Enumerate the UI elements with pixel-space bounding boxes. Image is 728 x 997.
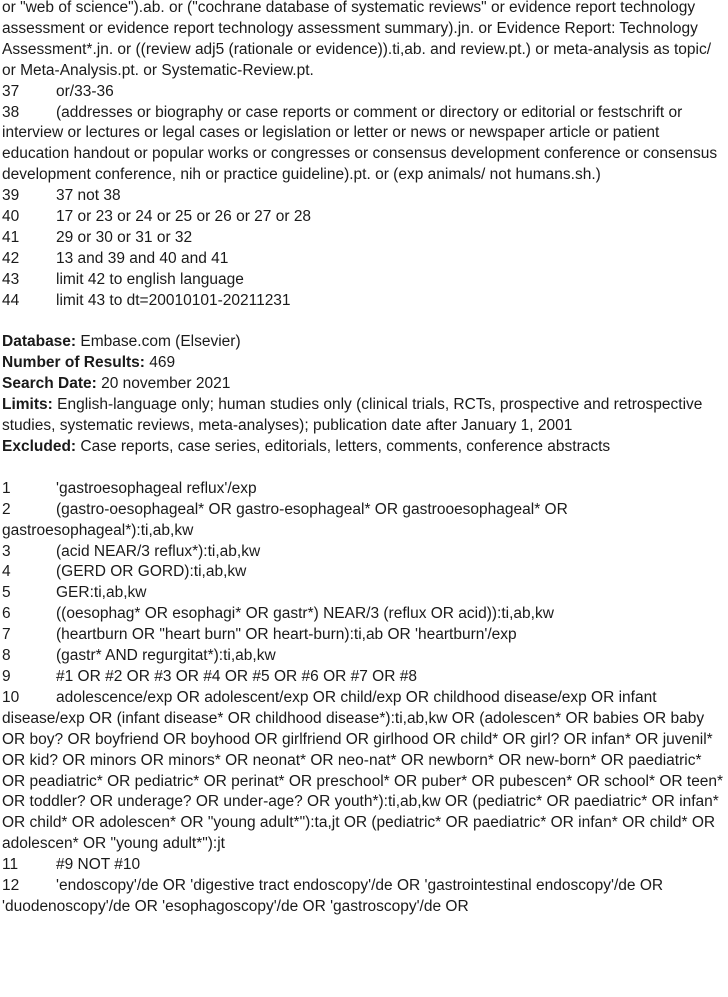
line-number: 41 <box>2 228 20 246</box>
search-line-41 <box>2 228 726 249</box>
line-query: or/33-36 <box>56 82 114 100</box>
search-date-label: Search Date: <box>2 375 97 393</box>
line-query: adolescence/exp OR adolescent/exp OR child/exp OR childhood disease/exp OR infant disease/exp OR (infant disease* OR childhood disease*):ti,ab,kw OR (adolescen* OR babies OR baby OR boy? OR boyfriend OR boyhood OR girlfriend OR girlhood OR child* OR girl? OR infan* OR juvenil* OR kid? OR minors OR minors* OR neonat* OR neo-nat* OR newborn* OR new-born* OR paediatric* OR peadiatric* OR pediatric* OR perinat* OR preschool* OR puber* OR pubescen* OR school* OR teen* OR toddler? OR underage? OR under-age? OR youth*):ti,ab,kw OR (pediatric* OR paediatric* OR infan* OR child* OR adolescen* OR "young adult*"):ta,jt OR (pediatric* OR paediatric* OR infan* OR child* OR adolescen* OR "young adult*"):jt <box>2 688 724 853</box>
results-field <box>2 353 726 374</box>
medline-continuation-text: or "web of science").ab. or ("cochrane database of systematic reviews" or evidence report technology assessment or evidence report technology assessment summary).jn. or Evidence Report: Technology Assessment*.jn. or ((review adj5 (rationale or evidence)).ti,ab. and review.pt.) or meta-analysis as topic/ or Meta-Analysis.pt. or Systematic-Review.pt. <box>2 0 711 79</box>
search-line-1 <box>2 479 726 500</box>
database-value: Embase.com (Elsevier) <box>76 333 241 351</box>
document-page <box>2 0 726 918</box>
database-label: Database: <box>2 333 77 351</box>
line-number: 42 <box>2 249 20 267</box>
excluded-value: Case reports, case series, editorials, letters, comments, conference abstracts <box>76 438 611 456</box>
line-query: 29 or 30 or 31 or 32 <box>56 228 193 246</box>
line-number: 39 <box>2 187 20 205</box>
limits-field <box>2 395 726 437</box>
search-line-44 <box>2 291 726 312</box>
line-number: 5 <box>2 584 11 602</box>
search-line-2 <box>2 500 726 542</box>
line-number: 8 <box>2 647 11 665</box>
search-date-field <box>2 374 726 395</box>
line-query: #9 NOT #10 <box>56 856 141 874</box>
line-number: 12 <box>2 877 20 895</box>
search-line-7 <box>2 625 726 646</box>
line-query: GER:ti,ab,kw <box>56 584 147 602</box>
line-query: (addresses or biography or case reports or comment or directory or editorial or festschrift or interview or lectures or legal cases or legislation or letter or news or newspaper article or patient education handout or popular works or congresses or consensus development conference or consensus development conference, nih or practice guideline).pt. or (exp animals/ not humans.sh.) <box>2 103 718 184</box>
line-query: (GERD OR GORD):ti,ab,kw <box>56 563 247 581</box>
line-query: (acid NEAR/3 reflux*):ti,ab,kw <box>56 542 261 560</box>
line-number: 4 <box>2 563 11 581</box>
search-line-37 <box>2 82 726 103</box>
line-query: 17 or 23 or 24 or 25 or 26 or 27 or 28 <box>56 208 312 226</box>
search-line-43 <box>2 270 726 291</box>
line-number: 6 <box>2 605 11 623</box>
line-query: limit 42 to english language <box>56 270 244 288</box>
limits-label: Limits: <box>2 396 53 414</box>
line-query: 'gastroesophageal reflux'/exp <box>56 479 257 497</box>
line-number: 2 <box>2 500 11 518</box>
search-line-10 <box>2 688 726 855</box>
results-label: Number of Results: <box>2 354 145 372</box>
line-number: 3 <box>2 542 11 560</box>
spacer <box>2 312 726 333</box>
search-line-6 <box>2 604 726 625</box>
search-line-38 <box>2 103 726 187</box>
line-query: #1 OR #2 OR #3 OR #4 OR #5 OR #6 OR #7 OR #8 <box>56 667 417 685</box>
search-line-12 <box>2 876 726 918</box>
line-number: 11 <box>2 856 19 874</box>
search-line-11 <box>2 855 726 876</box>
line-number: 43 <box>2 270 20 288</box>
search-line-40 <box>2 207 726 228</box>
line-query: ((oesophag* OR esophagi* OR gastr*) NEAR/3 (reflux OR acid)):ti,ab,kw <box>56 605 554 623</box>
line-query: (gastro-oesophageal* OR gastro-esophageal* OR gastrooesophageal* OR gastroesophageal*):ti,ab,kw <box>2 500 568 539</box>
search-line-8 <box>2 646 726 667</box>
search-line-9 <box>2 667 726 688</box>
line-number: 38 <box>2 103 20 121</box>
line-number: 9 <box>2 667 11 685</box>
line-query: (gastr* AND regurgitat*):ti,ab,kw <box>56 647 276 665</box>
results-value: 469 <box>144 354 176 372</box>
line-number: 1 <box>2 479 11 497</box>
limits-value: English-language only; human studies only (clinical trials, RCTs, prospective and retrospective studies, systematic reviews, meta-analyses); publication date after January 1, 2001 <box>2 396 703 435</box>
line-number: 37 <box>2 82 20 100</box>
line-number: 44 <box>2 291 20 309</box>
line-query: 13 and 39 and 40 and 41 <box>56 249 229 267</box>
search-line-39 <box>2 186 726 207</box>
line-number: 10 <box>2 688 20 706</box>
line-query: limit 43 to dt=20010101-20211231 <box>56 291 291 309</box>
excluded-field <box>2 437 726 458</box>
line-number: 40 <box>2 208 20 226</box>
line-query: 37 not 38 <box>56 187 121 205</box>
search-line-3 <box>2 542 726 563</box>
line-query: (heartburn OR "heart burn" OR heart-burn):ti,ab OR 'heartburn'/exp <box>56 626 517 644</box>
embase-search-lines <box>2 479 726 918</box>
search-line-5 <box>2 583 726 604</box>
search-line-4 <box>2 562 726 583</box>
search-date-value: 20 november 2021 <box>96 375 231 393</box>
excluded-label: Excluded: <box>2 438 77 456</box>
spacer <box>2 458 726 479</box>
database-field <box>2 332 726 353</box>
search-line-42 <box>2 249 726 270</box>
embase-metadata <box>2 332 726 457</box>
line-number: 7 <box>2 626 11 644</box>
line-query: 'endoscopy'/de OR 'digestive tract endoscopy'/de OR 'gastrointestinal endoscopy'/de OR 'duodenoscopy'/de OR 'esophagoscopy'/de OR 'gastroscopy'/de OR <box>2 877 664 915</box>
medline-search-lines <box>2 82 726 312</box>
